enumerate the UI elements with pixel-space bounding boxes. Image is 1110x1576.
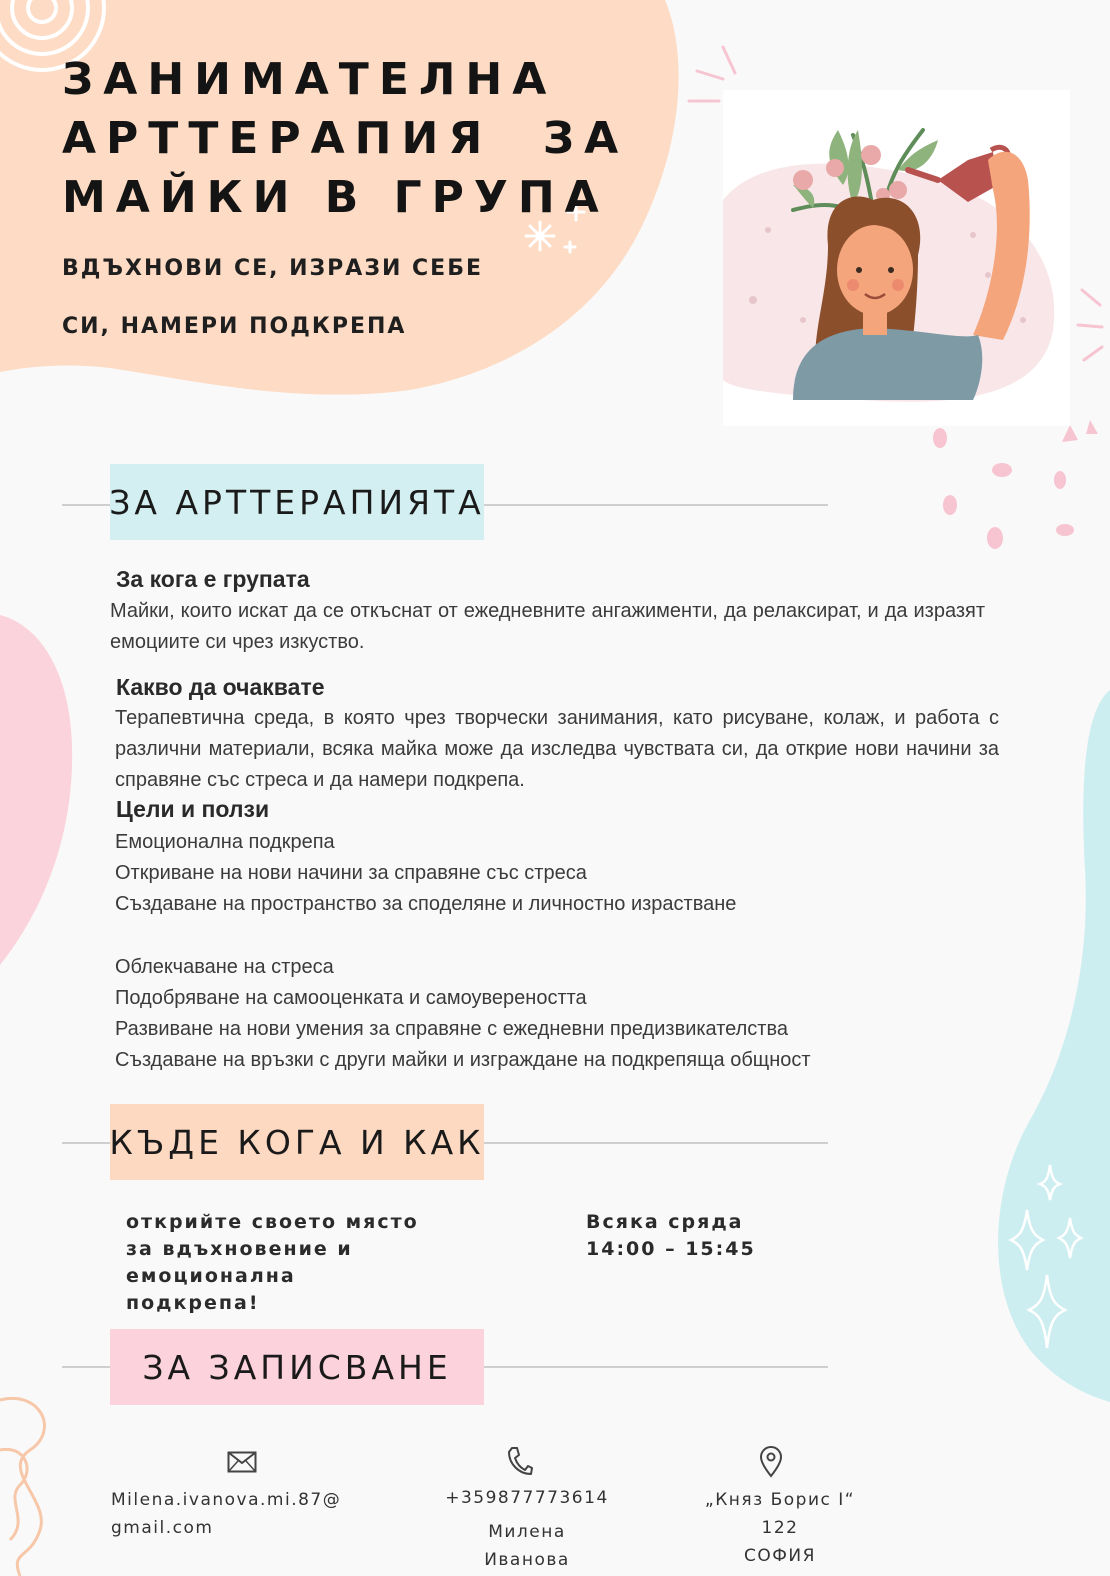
goals-title: Цели и ползи [116, 796, 270, 822]
where-heading-text: КЪДЕ КОГА И КАК [109, 1122, 485, 1162]
phone-icon [507, 1446, 533, 1476]
subtitle-line-1: ВДЪХНОВИ СЕ, ИЗРАЗИ СЕБЕ [62, 256, 484, 281]
contact-email[interactable] [111, 1486, 341, 1542]
contact-name: Милена Иванова [484, 1522, 570, 1570]
list-item: Създаване на връзки с други майки и изграждане на подкрепяща общност [115, 1049, 811, 1071]
tagline-line: за вдъхновение и [126, 1238, 353, 1260]
list-item: Развиване на нови умения за справяне с ежедневни предизвикателства [115, 1018, 788, 1040]
expect-title: Какво да очаквате [116, 674, 325, 700]
goals-list [115, 827, 736, 920]
title-line-2: АРТТЕРАПИЯ ЗА [62, 113, 629, 164]
address-city: СОФИЯ [744, 1546, 816, 1566]
where-tagline [126, 1209, 446, 1317]
tagline-line: емоционална [126, 1265, 296, 1287]
pink-confetti [920, 420, 1110, 560]
subtitle [62, 240, 562, 356]
email-line[interactable]: gmail.com [111, 1518, 214, 1538]
title-line-3: МАЙКИ В ГРУПА [62, 172, 609, 223]
address-street: „Княз Борис I“ 122 [704, 1490, 856, 1538]
subtitle-line-2: СИ, НАМЕРИ ПОДКРЕПА [62, 314, 407, 339]
mail-icon [227, 1451, 257, 1473]
who-text: Майки, които искат да се откъснат от ежедневните ангажименти, да релаксират, и да изразят емоциите си чрез изкуство. [110, 600, 985, 653]
schedule [586, 1209, 806, 1263]
contact-phone-block [442, 1484, 612, 1574]
who-title: За кога е групата [116, 566, 310, 592]
orange-scribble [0, 1390, 80, 1576]
page-title [62, 50, 629, 227]
signup-heading [110, 1329, 484, 1405]
tagline-line: подкрепа! [126, 1292, 260, 1314]
list-item: Създаване на пространство за споделяне и личностно израстване [115, 893, 737, 915]
contact-address [690, 1486, 870, 1570]
list-item: Облекчаване на стреса [115, 956, 334, 978]
signup-heading-text: ЗА ЗАПИСВАНЕ [142, 1347, 452, 1387]
location-pin-icon [759, 1446, 783, 1478]
title-line-1: ЗАНИМАТЕЛНА [62, 54, 557, 105]
about-heading-text: ЗА АРТТЕРАПИЯТА [109, 482, 485, 522]
list-item: Подобряване на самооценката и самоувереността [115, 987, 587, 1009]
about-heading [110, 464, 484, 540]
sparkle-icon [1005, 1160, 1095, 1360]
email-line[interactable]: Milena.ivanova.mi.87@ [111, 1490, 342, 1510]
schedule-day: Всяка сряда [586, 1211, 744, 1233]
schedule-time: 14:00 – 15:45 [586, 1238, 756, 1260]
benefits-list [115, 952, 811, 1076]
where-heading [110, 1104, 484, 1180]
tagline-line: открийте своето място [126, 1211, 419, 1233]
pink-ticks-right [1072, 285, 1110, 375]
contact-phone[interactable]: +359877773614 [445, 1488, 609, 1508]
list-item: Емоционална подкрепа [115, 831, 335, 853]
expect-text: Терапевтична среда, в която чрез творчески занимания, като рисуване, колаж, и работа с различни материали, всяка майка може да изследва чувствата си, да открие нови начини за справяне със стреса и да намери подкрепа. [115, 707, 999, 791]
mother-illustration [723, 90, 1070, 426]
list-item: Откриване на нови начини за справяне със стреса [115, 862, 587, 884]
pink-blob [0, 615, 80, 975]
